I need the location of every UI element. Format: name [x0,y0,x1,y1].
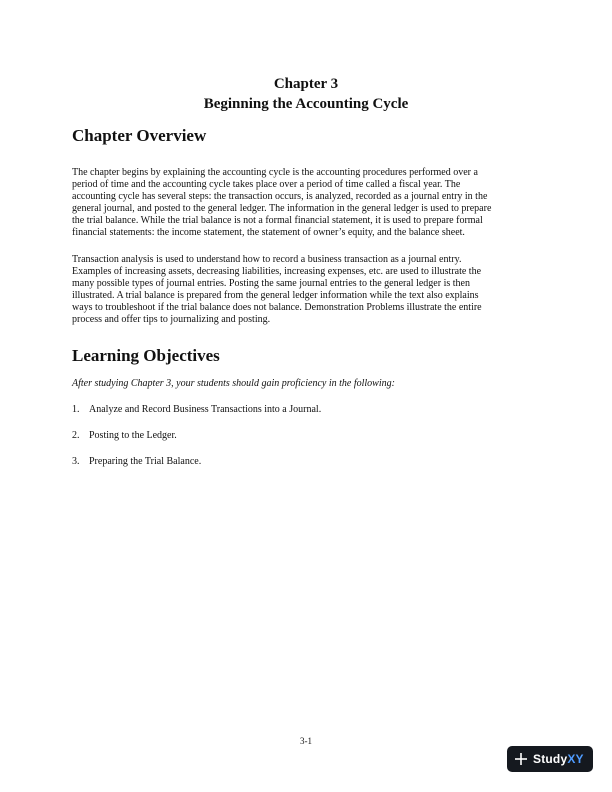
objective-number: 1. [72,404,80,415]
objective-item [72,430,177,442]
paragraph-line: process and offer tips to journalizing and posting. [72,314,271,326]
overview-paragraph-2 [72,254,542,327]
objective-number: 3. [72,456,80,467]
objective-text: Analyze and Record Business Transactions into a Journal. [89,404,322,415]
chapter-title: Beginning the Accounting Cycle [203,96,409,112]
objectives-intro: After studying Chapter 3, your students should gain proficiency in the following: [72,378,395,389]
objective-number: 2. [72,430,80,441]
paragraph-line: Transaction analysis is used to understand how to record a business transaction as a journal entry. [72,254,462,265]
brand-accent: XY [567,752,584,766]
studyxy-badge[interactable] [507,746,593,772]
objective-item [72,456,201,468]
paragraph-line: period of time and the accounting cycle takes place over a period of time called a fiscal year. The [72,179,461,191]
paragraph-line: financial statements: the income statement, the statement of owner’s equity, and the balance sheet. [72,227,465,239]
paragraph-line: Examples of increasing assets, decreasing liabilities, increasing expenses, etc. are used to illustrate the [72,266,482,278]
paragraph-line: illustrated. A trial balance is prepared from the general ledger information while the text also explains [72,290,479,302]
page-number: 3-1 [300,736,312,746]
chapter-header [0,74,612,114]
paragraph-line: many possible types of journal entries. Posting the same journal entries to the general ledger is then [72,278,470,290]
objective-item [72,404,321,416]
paragraph-line: the trial balance. While the trial balance is not a formal financial statement, it is used to prepare formal [72,215,483,227]
overview-heading: Chapter Overview [72,126,207,145]
objective-text: Preparing the Trial Balance. [89,456,202,467]
chapter-number: Chapter 3 [273,76,339,92]
objective-text: Posting to the Ledger. [89,430,177,441]
overview-paragraph-1 [72,167,542,240]
objectives-heading: Learning Objectives [72,346,220,365]
paragraph-line: general journal, and posted to the general ledger. The information in the general ledger is used to prepare [72,203,492,215]
brand-name: Study [533,752,568,766]
paragraph-line: accounting cycle has several steps: the transaction occurs, is analyzed, recorded as a journal entry in the [72,191,488,203]
paragraph-line: ways to troubleshoot if the trial balance does not balance. Demonstration Problems illustrate the entire [72,302,482,314]
plus-icon [514,752,528,766]
paragraph-line: The chapter begins by explaining the accounting cycle is the accounting procedures performed over a [72,167,478,178]
